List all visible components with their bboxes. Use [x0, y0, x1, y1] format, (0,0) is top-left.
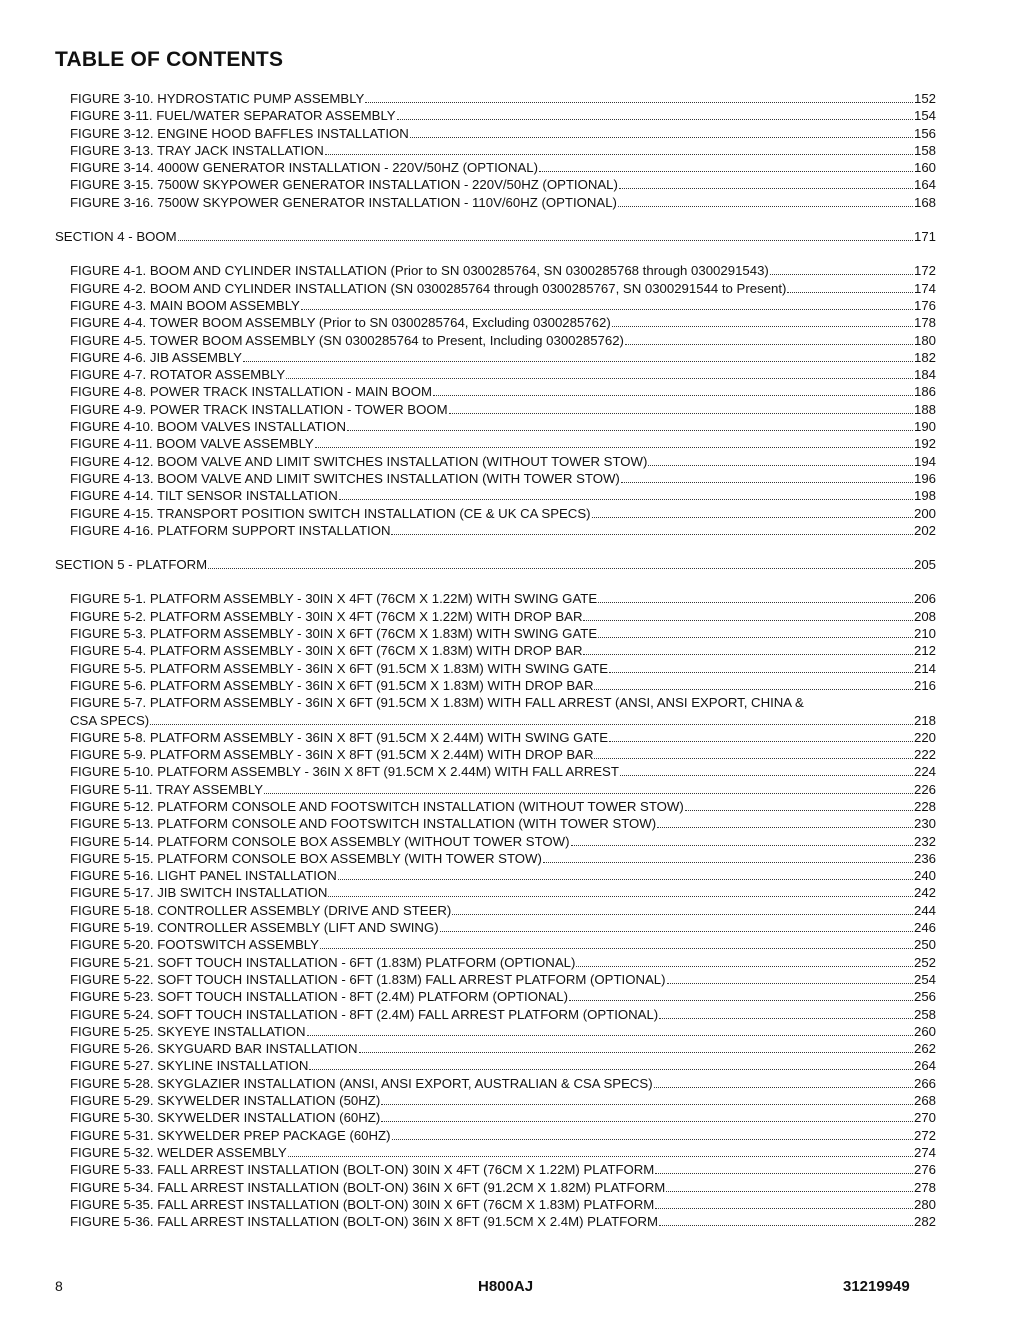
toc-entry-title: FIGURE 5-28. SKYGLAZIER INSTALLATION (ANSI, ANSI EXPORT, AUSTRALIAN & CSA SPECS) [70, 1075, 653, 1091]
toc-entry[interactable] [70, 487, 936, 504]
toc-entry[interactable] [70, 1092, 936, 1109]
toc-page-number: 210 [913, 626, 936, 642]
toc-page-number: 176 [913, 297, 936, 313]
toc-section-entry[interactable] [55, 228, 936, 245]
toc-page-number: 276 [913, 1162, 936, 1178]
dot-leader [381, 1093, 913, 1105]
toc-entry[interactable] [70, 1127, 936, 1144]
dot-leader [659, 1007, 913, 1019]
toc-figure-group [0, 590, 1024, 1230]
toc-entry[interactable] [70, 815, 936, 832]
toc-entry-title: FIGURE 5-20. FOOTSWITCH ASSEMBLY [70, 937, 319, 953]
dot-leader [392, 1128, 913, 1140]
dot-leader [609, 661, 913, 673]
dot-leader [620, 764, 913, 776]
toc-entry-title: FIGURE 4-16. PLATFORM SUPPORT INSTALLATION [70, 522, 391, 538]
dot-leader [452, 903, 913, 915]
toc-page-number: 278 [913, 1179, 936, 1195]
toc-entry-title: FIGURE 4-12. BOOM VALVE AND LIMIT SWITCHES INSTALLATION (WITHOUT TOWER STOW) [70, 453, 648, 469]
toc-entry-title: FIGURE 5-33. FALL ARREST INSTALLATION (BOLT-ON) 30IN X 4FT (76CM X 1.22M) PLATFORM [70, 1162, 655, 1178]
toc-entry[interactable] [70, 383, 936, 400]
toc-section-title: SECTION 4 - BOOM [55, 229, 177, 245]
toc-entry[interactable] [70, 297, 936, 314]
toc-entry-title: FIGURE 5-8. PLATFORM ASSEMBLY - 36IN X 8FT (91.5CM X 2.44M) WITH SWING GATE [70, 729, 609, 745]
toc-page-number: 224 [913, 764, 936, 780]
toc-page-number: 252 [913, 954, 936, 970]
toc-page-number: 174 [913, 280, 936, 296]
toc-entry[interactable] [70, 1144, 936, 1161]
dot-leader [433, 384, 913, 396]
toc-entry-title: FIGURE 4-6. JIB ASSEMBLY [70, 349, 242, 365]
dot-leader [576, 955, 913, 967]
dot-leader [328, 885, 913, 897]
toc-entry[interactable] [70, 1179, 936, 1196]
dot-leader [667, 972, 913, 984]
toc-page-number: 188 [913, 401, 936, 417]
toc-entry[interactable] [70, 867, 936, 884]
toc-section-title: SECTION 5 - PLATFORM [55, 557, 208, 573]
dot-leader [381, 1110, 913, 1122]
toc-entry-title: FIGURE 4-8. POWER TRACK INSTALLATION - MAIN BOOM [70, 384, 432, 400]
toc-entry-title: FIGURE 5-9. PLATFORM ASSEMBLY - 36IN X 8FT (91.5CM X 2.44M) WITH DROP BAR [70, 747, 594, 763]
toc-entry-title: FIGURE 5-31. SKYWELDER PREP PACKAGE (60HZ) [70, 1127, 391, 1143]
toc-entry[interactable] [70, 505, 936, 522]
toc-page-number: 156 [913, 125, 936, 141]
toc-page-number: 192 [913, 436, 936, 452]
toc-entry[interactable] [70, 125, 936, 142]
toc-entry[interactable] [70, 90, 936, 107]
toc-entry-title: FIGURE 5-3. PLATFORM ASSEMBLY - 30IN X 6FT (76CM X 1.83M) WITH SWING GATE [70, 626, 598, 642]
toc-entry-title: FIGURE 5-6. PLATFORM ASSEMBLY - 36IN X 6FT (91.5CM X 1.83M) WITH DROP BAR [70, 677, 594, 693]
dot-leader [359, 1041, 913, 1053]
dot-leader [770, 263, 913, 275]
toc-page-number: 236 [913, 850, 936, 866]
toc-entry[interactable] [70, 746, 936, 763]
dot-leader [594, 678, 913, 690]
toc-page-number: 254 [913, 971, 936, 987]
toc-entry-title: FIGURE 5-17. JIB SWITCH INSTALLATION [70, 885, 328, 901]
dot-leader [391, 523, 913, 535]
page-title: TABLE OF CONTENTS [55, 48, 284, 71]
toc-page-number: 212 [913, 643, 936, 659]
toc-page-number: 262 [913, 1041, 936, 1057]
toc-entry-title: FIGURE 5-19. CONTROLLER ASSEMBLY (LIFT AND SWING) [70, 920, 439, 936]
toc-entry[interactable] [70, 954, 936, 971]
dot-leader [286, 367, 913, 379]
toc-entry[interactable] [70, 332, 936, 349]
toc-page-number: 200 [913, 505, 936, 521]
dot-leader [309, 1058, 913, 1070]
toc-entry[interactable] [70, 262, 936, 279]
dot-leader [583, 643, 913, 655]
toc-entry[interactable] [70, 1161, 936, 1178]
toc-entry-title: FIGURE 4-10. BOOM VALVES INSTALLATION [70, 419, 347, 435]
toc-entry-title: FIGURE 4-13. BOOM VALVE AND LIMIT SWITCHES INSTALLATION (WITH TOWER STOW) [70, 470, 620, 486]
toc-entry[interactable] [70, 142, 936, 159]
dot-leader [592, 506, 913, 518]
toc-entry[interactable] [70, 194, 936, 211]
dot-leader [178, 229, 913, 241]
dot-leader [264, 782, 913, 794]
toc-entry-title: FIGURE 5-1. PLATFORM ASSEMBLY - 30IN X 4FT (76CM X 1.22M) WITH SWING GATE [70, 591, 598, 607]
toc-entry[interactable] [70, 1109, 936, 1126]
toc-entry-title: FIGURE 4-3. MAIN BOOM ASSEMBLY [70, 297, 300, 313]
toc-page-number: 190 [913, 419, 936, 435]
toc-entry-title: FIGURE 5-18. CONTROLLER ASSEMBLY (DRIVE AND STEER) [70, 902, 452, 918]
toc-entry[interactable] [70, 314, 936, 331]
dot-leader [325, 143, 913, 155]
dot-leader [301, 298, 913, 310]
toc-entry[interactable] [70, 971, 936, 988]
dot-leader [243, 350, 913, 362]
toc-entry-title: FIGURE 3-16. 7500W SKYPOWER GENERATOR INSTALLATION - 110V/60HZ (OPTIONAL) [70, 194, 617, 210]
toc-page-number: 274 [913, 1144, 936, 1160]
dot-leader [410, 126, 913, 138]
dot-leader [571, 834, 913, 846]
dot-leader [539, 160, 913, 172]
toc-page-number: 258 [913, 1006, 936, 1022]
footer-document-number: 31219949 [843, 1278, 910, 1295]
toc-entry[interactable] [70, 159, 936, 176]
toc-section-entry[interactable] [55, 556, 936, 573]
toc-entry-title: FIGURE 4-2. BOOM AND CYLINDER INSTALLATION (SN 0300285764 through 0300285767, SN 0300291544 to Present) [70, 280, 787, 296]
toc-entry[interactable] [70, 1075, 936, 1092]
dot-leader [440, 920, 913, 932]
toc-section-group [0, 228, 1024, 245]
dot-leader [654, 1076, 913, 1088]
toc-entry-title: FIGURE 5-14. PLATFORM CONSOLE BOX ASSEMBLY (WITHOUT TOWER STOW) [70, 833, 570, 849]
toc-entry-title: FIGURE 5-26. SKYGUARD BAR INSTALLATION [70, 1041, 358, 1057]
toc-entry-title: FIGURE 4-5. TOWER BOOM ASSEMBLY (SN 0300285764 to Present, Including 0300285762) [70, 332, 624, 348]
dot-leader [583, 609, 913, 621]
dot-leader [598, 626, 913, 638]
dot-leader [315, 436, 913, 448]
toc-page-number: 152 [913, 91, 936, 106]
toc-entry[interactable] [70, 1057, 936, 1074]
toc-page-number: 244 [913, 902, 936, 918]
toc-entry-title: FIGURE 4-15. TRANSPORT POSITION SWITCH INSTALLATION (CE & UK CA SPECS) [70, 505, 591, 521]
toc-entry-title: FIGURE 5-4. PLATFORM ASSEMBLY - 30IN X 6FT (76CM X 1.83M) WITH DROP BAR [70, 643, 583, 659]
toc-page-number: 226 [913, 781, 936, 797]
toc-page-number: 232 [913, 833, 936, 849]
dot-leader [618, 195, 913, 207]
toc-page-number: 202 [913, 522, 936, 538]
dot-leader [655, 1162, 913, 1174]
toc-page-number: 198 [913, 488, 936, 504]
dot-leader [543, 851, 913, 863]
toc-entry[interactable] [70, 590, 936, 607]
dot-leader [397, 108, 913, 120]
dot-leader [338, 868, 913, 880]
toc-entry-title: FIGURE 5-35. FALL ARREST INSTALLATION (BOLT-ON) 30IN X 6FT (76CM X 1.83M) PLATFORM [70, 1196, 655, 1212]
toc-entry[interactable] [70, 470, 936, 487]
toc-entry[interactable] [70, 850, 936, 867]
dot-leader [685, 799, 913, 811]
dot-leader [648, 454, 913, 466]
toc-entry[interactable] [70, 625, 936, 642]
toc-page-number: 270 [913, 1110, 936, 1126]
toc-page-number: 222 [913, 747, 936, 763]
toc-page-number: 282 [913, 1214, 936, 1230]
toc-entry[interactable] [70, 677, 936, 694]
toc-entry[interactable] [70, 349, 936, 366]
dot-leader [150, 713, 913, 725]
toc-entry-title: FIGURE 5-15. PLATFORM CONSOLE BOX ASSEMBLY (WITH TOWER STOW) [70, 850, 542, 866]
toc-page-number: 260 [913, 1023, 936, 1039]
toc-entry-title: FIGURE 5-10. PLATFORM ASSEMBLY - 36IN X 8FT (91.5CM X 2.44M) WITH FALL ARREST [70, 764, 619, 780]
toc-page-number: 205 [913, 557, 936, 573]
toc-page-number: 208 [913, 608, 936, 624]
toc-entry[interactable] [70, 366, 936, 383]
toc-entry-title: FIGURE 3-13. TRAY JACK INSTALLATION [70, 142, 324, 158]
toc-section-group [0, 556, 1024, 573]
toc-page-number: 168 [913, 194, 936, 210]
dot-leader [449, 402, 913, 414]
toc-entry-title: FIGURE 4-1. BOOM AND CYLINDER INSTALLATION (Prior to SN 0300285764, SN 0300285768 through 0300291543) [70, 263, 769, 279]
toc-entry-title: FIGURE 5-7. PLATFORM ASSEMBLY - 36IN X 6FT (91.5CM X 1.83M) WITH FALL ARREST (ANSI, ANSI EXPORT, CHINA & [70, 695, 804, 711]
toc-entry-title: FIGURE 5-25. SKYEYE INSTALLATION [70, 1023, 306, 1039]
toc-page-number: 172 [913, 263, 936, 279]
dot-leader [569, 989, 913, 1001]
toc-page-number: 280 [913, 1196, 936, 1212]
dot-leader [609, 730, 913, 742]
dot-leader [598, 591, 913, 603]
table-of-contents [0, 90, 1024, 1247]
toc-entry[interactable] [70, 902, 936, 919]
toc-entry[interactable] [70, 1196, 936, 1213]
footer-page-number: 8 [55, 1278, 63, 1294]
toc-entry[interactable] [70, 176, 936, 193]
toc-page-number: 154 [913, 108, 936, 124]
toc-entry[interactable] [70, 107, 936, 124]
dot-leader [621, 471, 913, 483]
dot-leader [365, 91, 913, 103]
toc-entry-title: FIGURE 5-21. SOFT TOUCH INSTALLATION - 6FT (1.83M) PLATFORM (OPTIONAL) [70, 954, 576, 970]
dot-leader [659, 1214, 913, 1226]
toc-entry[interactable] [70, 1023, 936, 1040]
toc-entry[interactable] [70, 798, 936, 815]
dot-leader [347, 419, 913, 431]
toc-entry-title: FIGURE 4-14. TILT SENSOR INSTALLATION [70, 488, 338, 504]
toc-page-number: 180 [913, 332, 936, 348]
toc-entry-title: FIGURE 5-30. SKYWELDER INSTALLATION (60HZ) [70, 1110, 381, 1126]
toc-page-number: 246 [913, 920, 936, 936]
toc-entry[interactable] [70, 608, 936, 625]
toc-entry-title: FIGURE 3-14. 4000W GENERATOR INSTALLATION - 220V/50HZ (OPTIONAL) [70, 160, 539, 176]
toc-entry[interactable] [70, 781, 936, 798]
toc-entry-title: FIGURE 5-12. PLATFORM CONSOLE AND FOOTSWITCH INSTALLATION (WITHOUT TOWER STOW) [70, 798, 684, 814]
toc-entry-title: FIGURE 3-11. FUEL/WATER SEPARATOR ASSEMBLY [70, 108, 396, 124]
toc-page-number: 240 [913, 868, 936, 884]
toc-page-number: 178 [913, 315, 936, 331]
dot-leader [288, 1145, 913, 1157]
toc-page-number: 164 [913, 177, 936, 193]
toc-entry[interactable] [70, 1006, 936, 1023]
toc-entry[interactable] [70, 833, 936, 850]
toc-entry-title: FIGURE 5-24. SOFT TOUCH INSTALLATION - 8FT (2.4M) FALL ARREST PLATFORM (OPTIONAL) [70, 1006, 659, 1022]
toc-page-number: 196 [913, 470, 936, 486]
toc-page-number: 272 [913, 1127, 936, 1143]
toc-page-number: 171 [913, 229, 936, 245]
toc-entry-title: FIGURE 5-22. SOFT TOUCH INSTALLATION - 6FT (1.83M) FALL ARREST PLATFORM (OPTIONAL) [70, 971, 666, 987]
toc-entry[interactable] [70, 694, 936, 711]
toc-entry-title: FIGURE 5-2. PLATFORM ASSEMBLY - 30IN X 4FT (76CM X 1.22M) WITH DROP BAR [70, 608, 583, 624]
toc-entry[interactable] [70, 280, 936, 297]
toc-page-number: 214 [913, 660, 936, 676]
toc-page-number: 266 [913, 1075, 936, 1091]
toc-entry-title: FIGURE 3-15. 7500W SKYPOWER GENERATOR INSTALLATION - 220V/50HZ (OPTIONAL) [70, 177, 618, 193]
toc-page-number: 182 [913, 349, 936, 365]
toc-entry-title: FIGURE 3-10. HYDROSTATIC PUMP ASSEMBLY [70, 91, 365, 106]
toc-entry[interactable] [70, 660, 936, 677]
dot-leader [619, 177, 913, 189]
toc-page-number: 220 [913, 729, 936, 745]
toc-entry[interactable] [70, 401, 936, 418]
dot-leader [612, 315, 913, 327]
dot-leader [320, 937, 913, 949]
toc-page-number: 216 [913, 677, 936, 693]
toc-entry-title: FIGURE 5-34. FALL ARREST INSTALLATION (BOLT-ON) 36IN X 6FT (91.2CM X 1.82M) PLATFORM [70, 1179, 666, 1195]
toc-entry-title: FIGURE 4-4. TOWER BOOM ASSEMBLY (Prior to SN 0300285764, Excluding 0300285762) [70, 315, 611, 331]
toc-entry[interactable] [70, 453, 936, 470]
toc-entry[interactable] [70, 522, 936, 539]
toc-entry[interactable] [70, 435, 936, 452]
toc-entry-title: FIGURE 5-32. WELDER ASSEMBLY [70, 1144, 287, 1160]
toc-page-number: 206 [913, 591, 936, 607]
toc-entry[interactable] [70, 642, 936, 659]
dot-leader [208, 557, 913, 569]
toc-entry-title: FIGURE 3-12. ENGINE HOOD BAFFLES INSTALLATION [70, 125, 409, 141]
toc-entry-title-continued: CSA SPECS) [70, 712, 150, 728]
toc-page-number: 230 [913, 816, 936, 832]
toc-entry-title: FIGURE 5-29. SKYWELDER INSTALLATION (50HZ) [70, 1093, 381, 1109]
dot-leader [655, 1197, 913, 1209]
dot-leader [307, 1024, 913, 1036]
dot-leader [625, 333, 913, 345]
toc-entry[interactable] [70, 1040, 936, 1057]
toc-figure-group [0, 90, 1024, 211]
toc-page-number: 158 [913, 142, 936, 158]
toc-entry[interactable] [70, 418, 936, 435]
toc-entry-title: FIGURE 4-11. BOOM VALVE ASSEMBLY [70, 436, 314, 452]
toc-entry[interactable] [70, 1213, 936, 1230]
toc-entry-title: FIGURE 5-5. PLATFORM ASSEMBLY - 36IN X 6FT (91.5CM X 1.83M) WITH SWING GATE [70, 660, 609, 676]
toc-page-number: 268 [913, 1093, 936, 1109]
toc-entry[interactable] [70, 763, 936, 780]
dot-leader [594, 747, 913, 759]
toc-entry[interactable] [70, 936, 936, 953]
toc-entry-title: FIGURE 4-7. ROTATOR ASSEMBLY [70, 367, 286, 383]
toc-entry-continuation[interactable] [70, 712, 936, 729]
toc-entry-title: FIGURE 5-16. LIGHT PANEL INSTALLATION [70, 868, 337, 884]
toc-entry-title: FIGURE 5-13. PLATFORM CONSOLE AND FOOTSWITCH INSTALLATION (WITH TOWER STOW) [70, 816, 657, 832]
dot-leader [339, 488, 913, 500]
toc-page-number: 242 [913, 885, 936, 901]
toc-entry[interactable] [70, 884, 936, 901]
dot-leader [657, 816, 913, 828]
toc-page-number: 184 [913, 367, 936, 383]
toc-page-number: 218 [913, 712, 936, 728]
toc-entry[interactable] [70, 988, 936, 1005]
toc-page-number: 160 [913, 160, 936, 176]
toc-entry-title: FIGURE 5-23. SOFT TOUCH INSTALLATION - 8FT (2.4M) PLATFORM (OPTIONAL) [70, 989, 569, 1005]
dot-leader [787, 281, 913, 293]
toc-page-number: 186 [913, 384, 936, 400]
dot-leader [666, 1180, 913, 1192]
toc-page-number: 256 [913, 989, 936, 1005]
toc-figure-group [0, 262, 1024, 539]
toc-page-number: 250 [913, 937, 936, 953]
toc-entry[interactable] [70, 729, 936, 746]
toc-entry-title: FIGURE 5-11. TRAY ASSEMBLY [70, 781, 263, 797]
toc-page-number: 228 [913, 798, 936, 814]
toc-entry-title: FIGURE 5-27. SKYLINE INSTALLATION [70, 1058, 309, 1074]
toc-entry-title: FIGURE 5-36. FALL ARREST INSTALLATION (BOLT-ON) 36IN X 8FT (91.5CM X 2.4M) PLATFORM [70, 1214, 658, 1230]
toc-page-number: 194 [913, 453, 936, 469]
toc-entry[interactable] [70, 919, 936, 936]
footer-model: H800AJ [478, 1278, 534, 1295]
toc-page-number: 264 [913, 1058, 936, 1074]
toc-entry-title: FIGURE 4-9. POWER TRACK INSTALLATION - TOWER BOOM [70, 401, 448, 417]
